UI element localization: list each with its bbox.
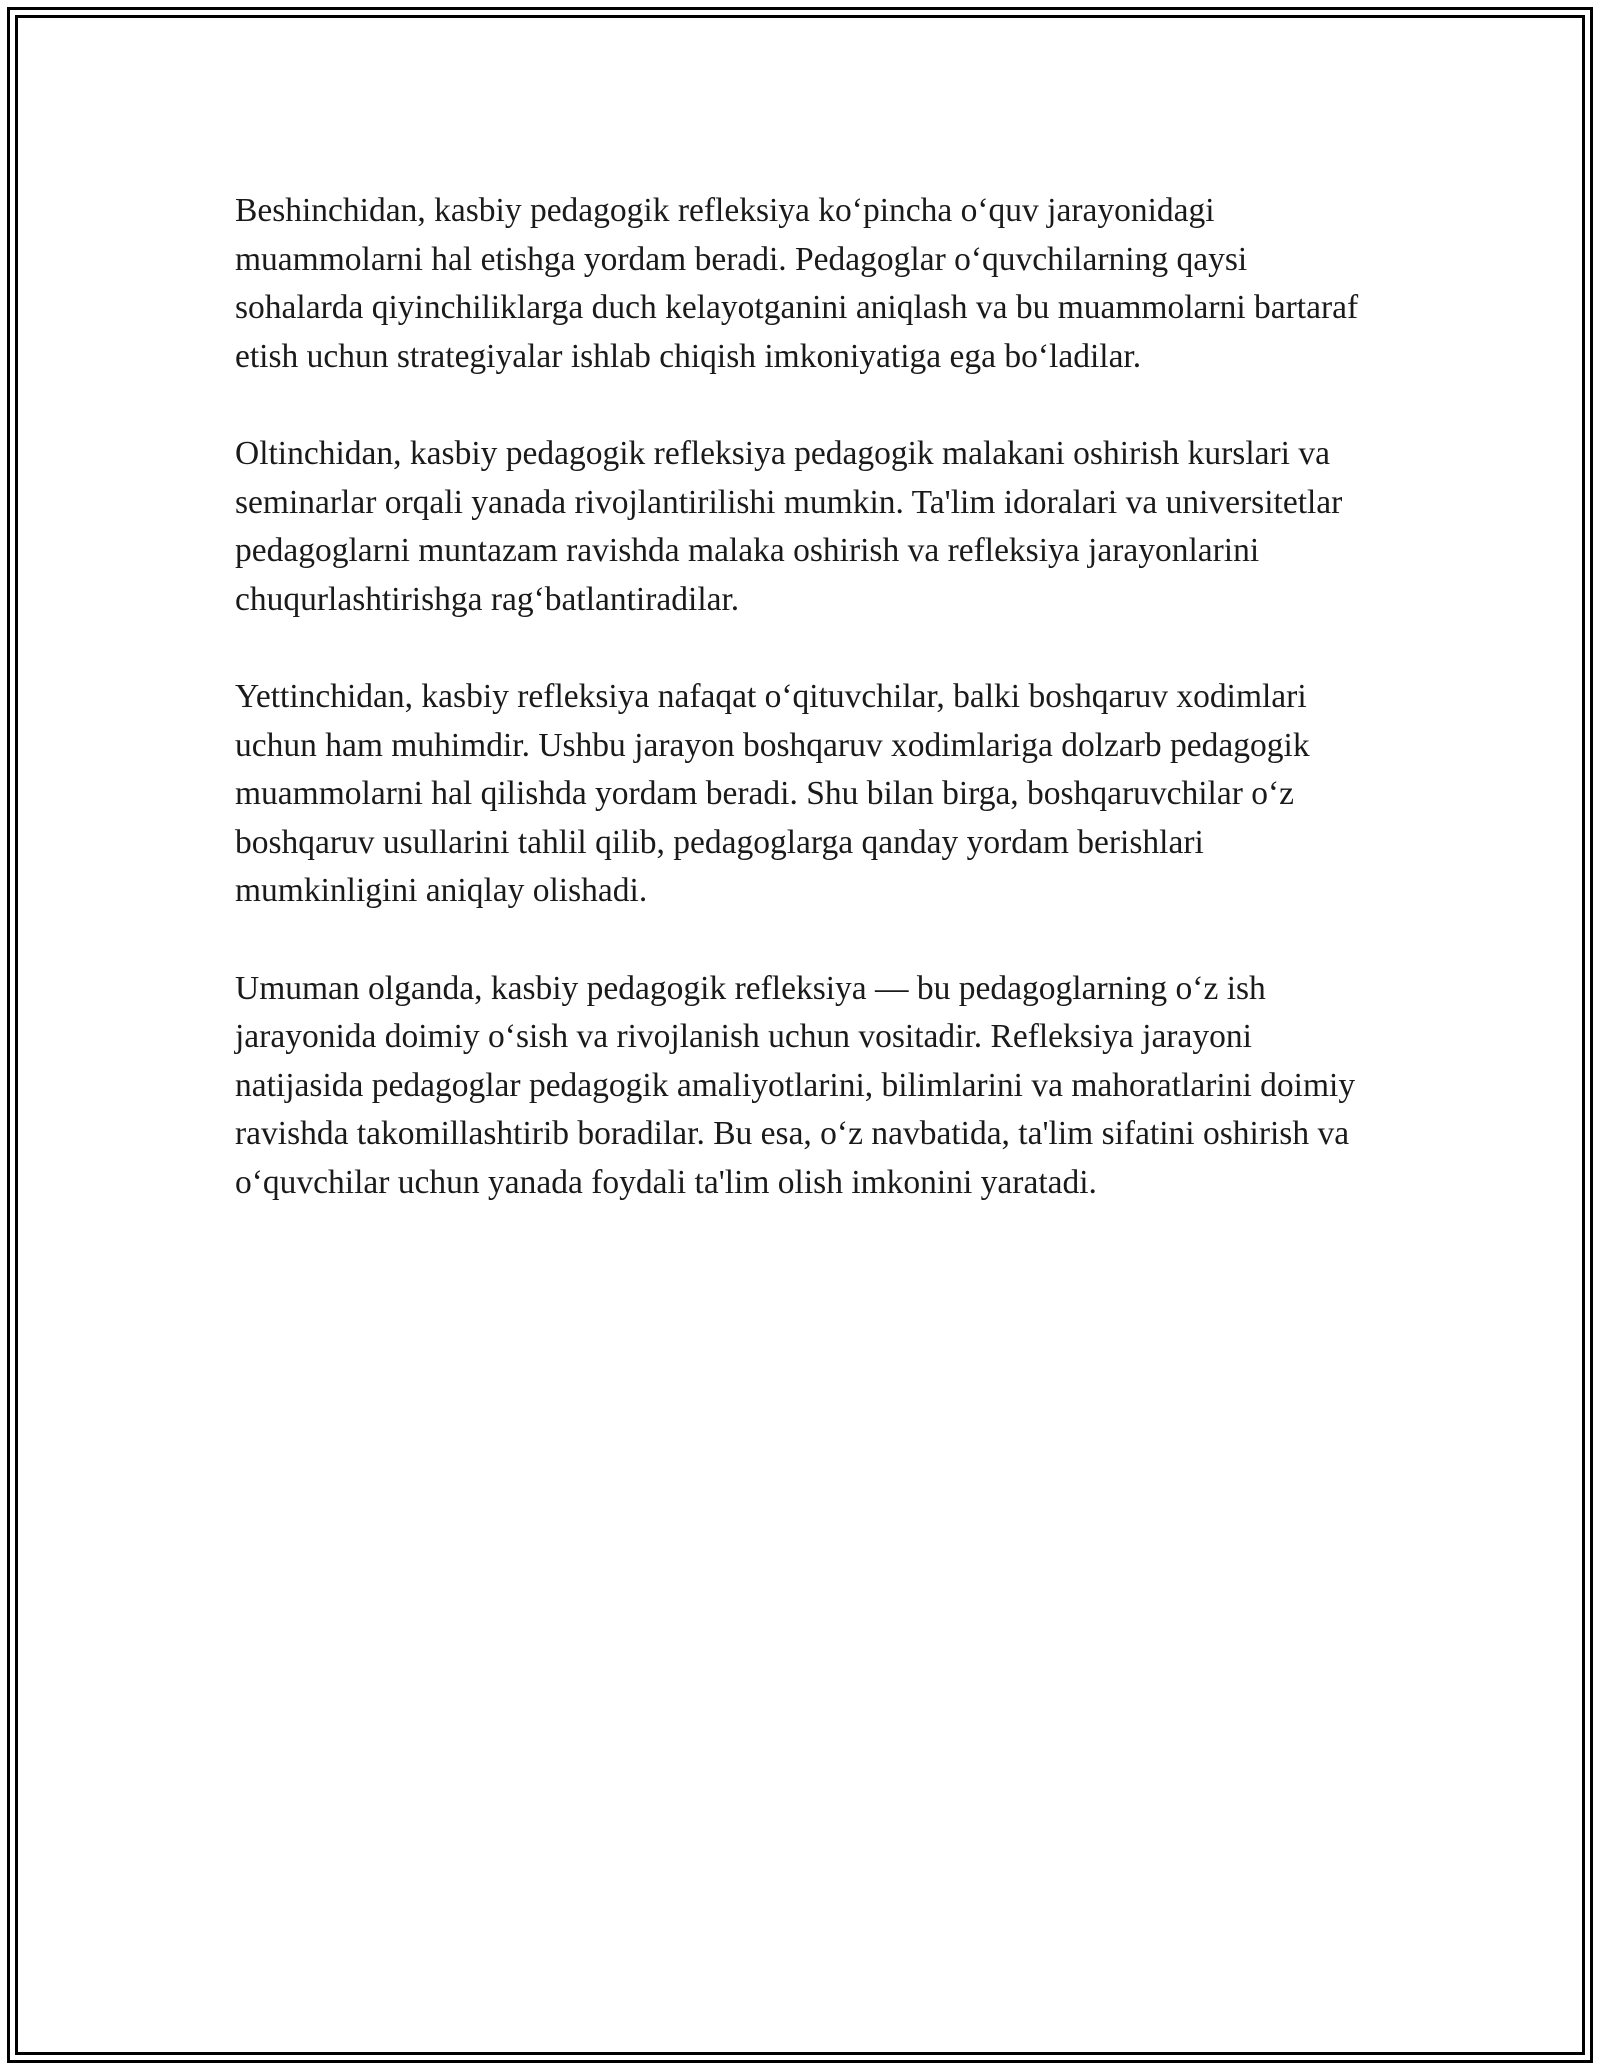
- paragraph-umuman-olganda: Umuman olganda, kasbiy pedagogik refleksiya — bu pedagoglarning o‘z ish jarayonida doimiy o‘sish va rivojlanish uchun vositadir. Refleksiya jarayoni natijasida pedagoglar pedagogik amaliyotlarini, bilimlarini va mahoratlarini doimiy ravishda takomillashtirib boradilar. Bu esa, o‘z navbatida, ta'lim sifatini oshirish va o‘quvchilar uchun yanada foydali ta'lim olish imkonini yaratadi.: [235, 969, 1356, 1201]
- paragraph-yettinchidan: Yettinchidan, kasbiy refleksiya nafaqat o‘qituvchilar, balki boshqaruv xodimlari uchun ham muhimdir. Ushbu jarayon boshqaruv xodimlariga dolzarb pedagogik muammolarni hal qilishda yordam beradi. Shu bilan birga, boshqaruvchilar o‘z boshqaruv usullarini tahlil qilib, pedagoglarga qanday yordam berishlari mumkinligini aniqlay olishadi.: [235, 678, 1310, 909]
- paragraph-oltinchidan: Oltinchidan, kasbiy pedagogik refleksiya pedagogik malakani oshirish kurslari va seminarlar orqali yanada rivojlantirilishi mumkin. Ta'lim idoralari va universitetlar pedagoglarni muntazam ravishda malaka oshirish va refleksiya jarayonlarini chuqurlashtirishga rag‘batlantiradilar.: [235, 435, 1343, 618]
- paragraph-beshinchidan: Beshinchidan, kasbiy pedagogik refleksiya ko‘pincha o‘quv jarayonidagi muammolarni hal etishga yordam beradi. Pedagoglar o‘quvchilarning qaysi sohalarda qiyinchiliklarga duch kelayotganini aniqlash va bu muammolarni bartaraf etish uchun strategiyalar ishlab chiqish imkoniyatiga ega bo‘ladilar.: [235, 192, 1359, 375]
- document-body: [235, 187, 1365, 1256]
